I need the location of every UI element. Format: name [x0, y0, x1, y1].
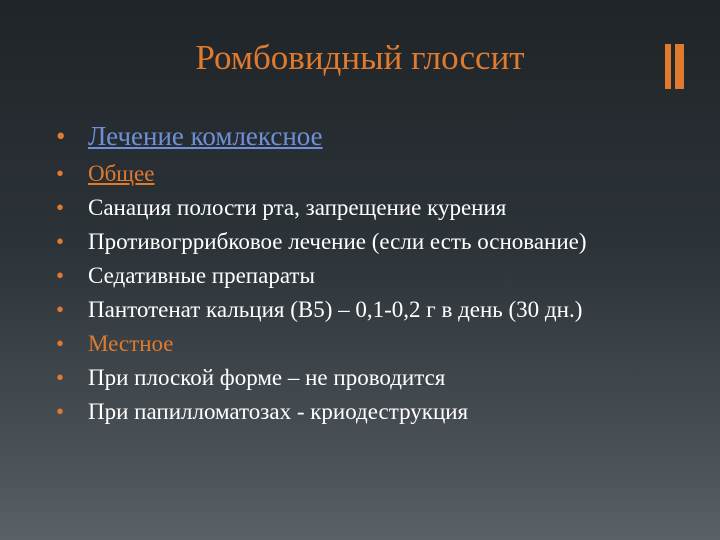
bullet-dot: • [56, 331, 65, 356]
bullet-item-sanation [56, 196, 676, 219]
bullet-text: Седативные препараты [88, 263, 315, 288]
bullet-text[interactable]: Лечение комлексное [88, 121, 323, 151]
bullet-text: Противогррибковое лечение (если есть основание) [88, 229, 587, 254]
bullet-list [56, 122, 676, 434]
bullet-text: При папилломатозах - криодеструкция [88, 399, 469, 424]
slide-title: Ромбовидный глоссит [195, 38, 525, 77]
bullet-dot: • [56, 297, 65, 322]
bullet-item-calcium-pantothenate [56, 298, 676, 321]
bullet-item-antifungal [56, 230, 676, 253]
bullet-item-treatment [56, 122, 676, 150]
bullet-dot: • [56, 195, 65, 220]
bullet-item-flat-form [56, 366, 676, 389]
bullet-dot: • [56, 399, 65, 424]
bullet-dot: • [56, 121, 66, 151]
bullet-text: Местное [88, 331, 174, 356]
title-accent-bar-left [665, 44, 671, 89]
bullet-dot: • [56, 263, 65, 288]
bullet-text: Пантотенат кальция (В5) – 0,1-0,2 г в день (30 дн.) [88, 297, 583, 322]
bullet-dot: • [56, 229, 65, 254]
bullet-dot: • [56, 161, 65, 186]
bullet-item-general [56, 162, 676, 185]
title-accent-bar-right [675, 44, 684, 89]
bullet-item-sedatives [56, 264, 676, 287]
bullet-item-local [56, 332, 676, 355]
bullet-dot: • [56, 365, 65, 390]
bullet-text: Санация полости рта, запрещение курения [88, 195, 507, 220]
bullet-item-papillomatosis [56, 400, 676, 423]
bullet-text: При плоской форме – не проводится [88, 365, 446, 390]
bullet-text: Общее [88, 161, 155, 186]
